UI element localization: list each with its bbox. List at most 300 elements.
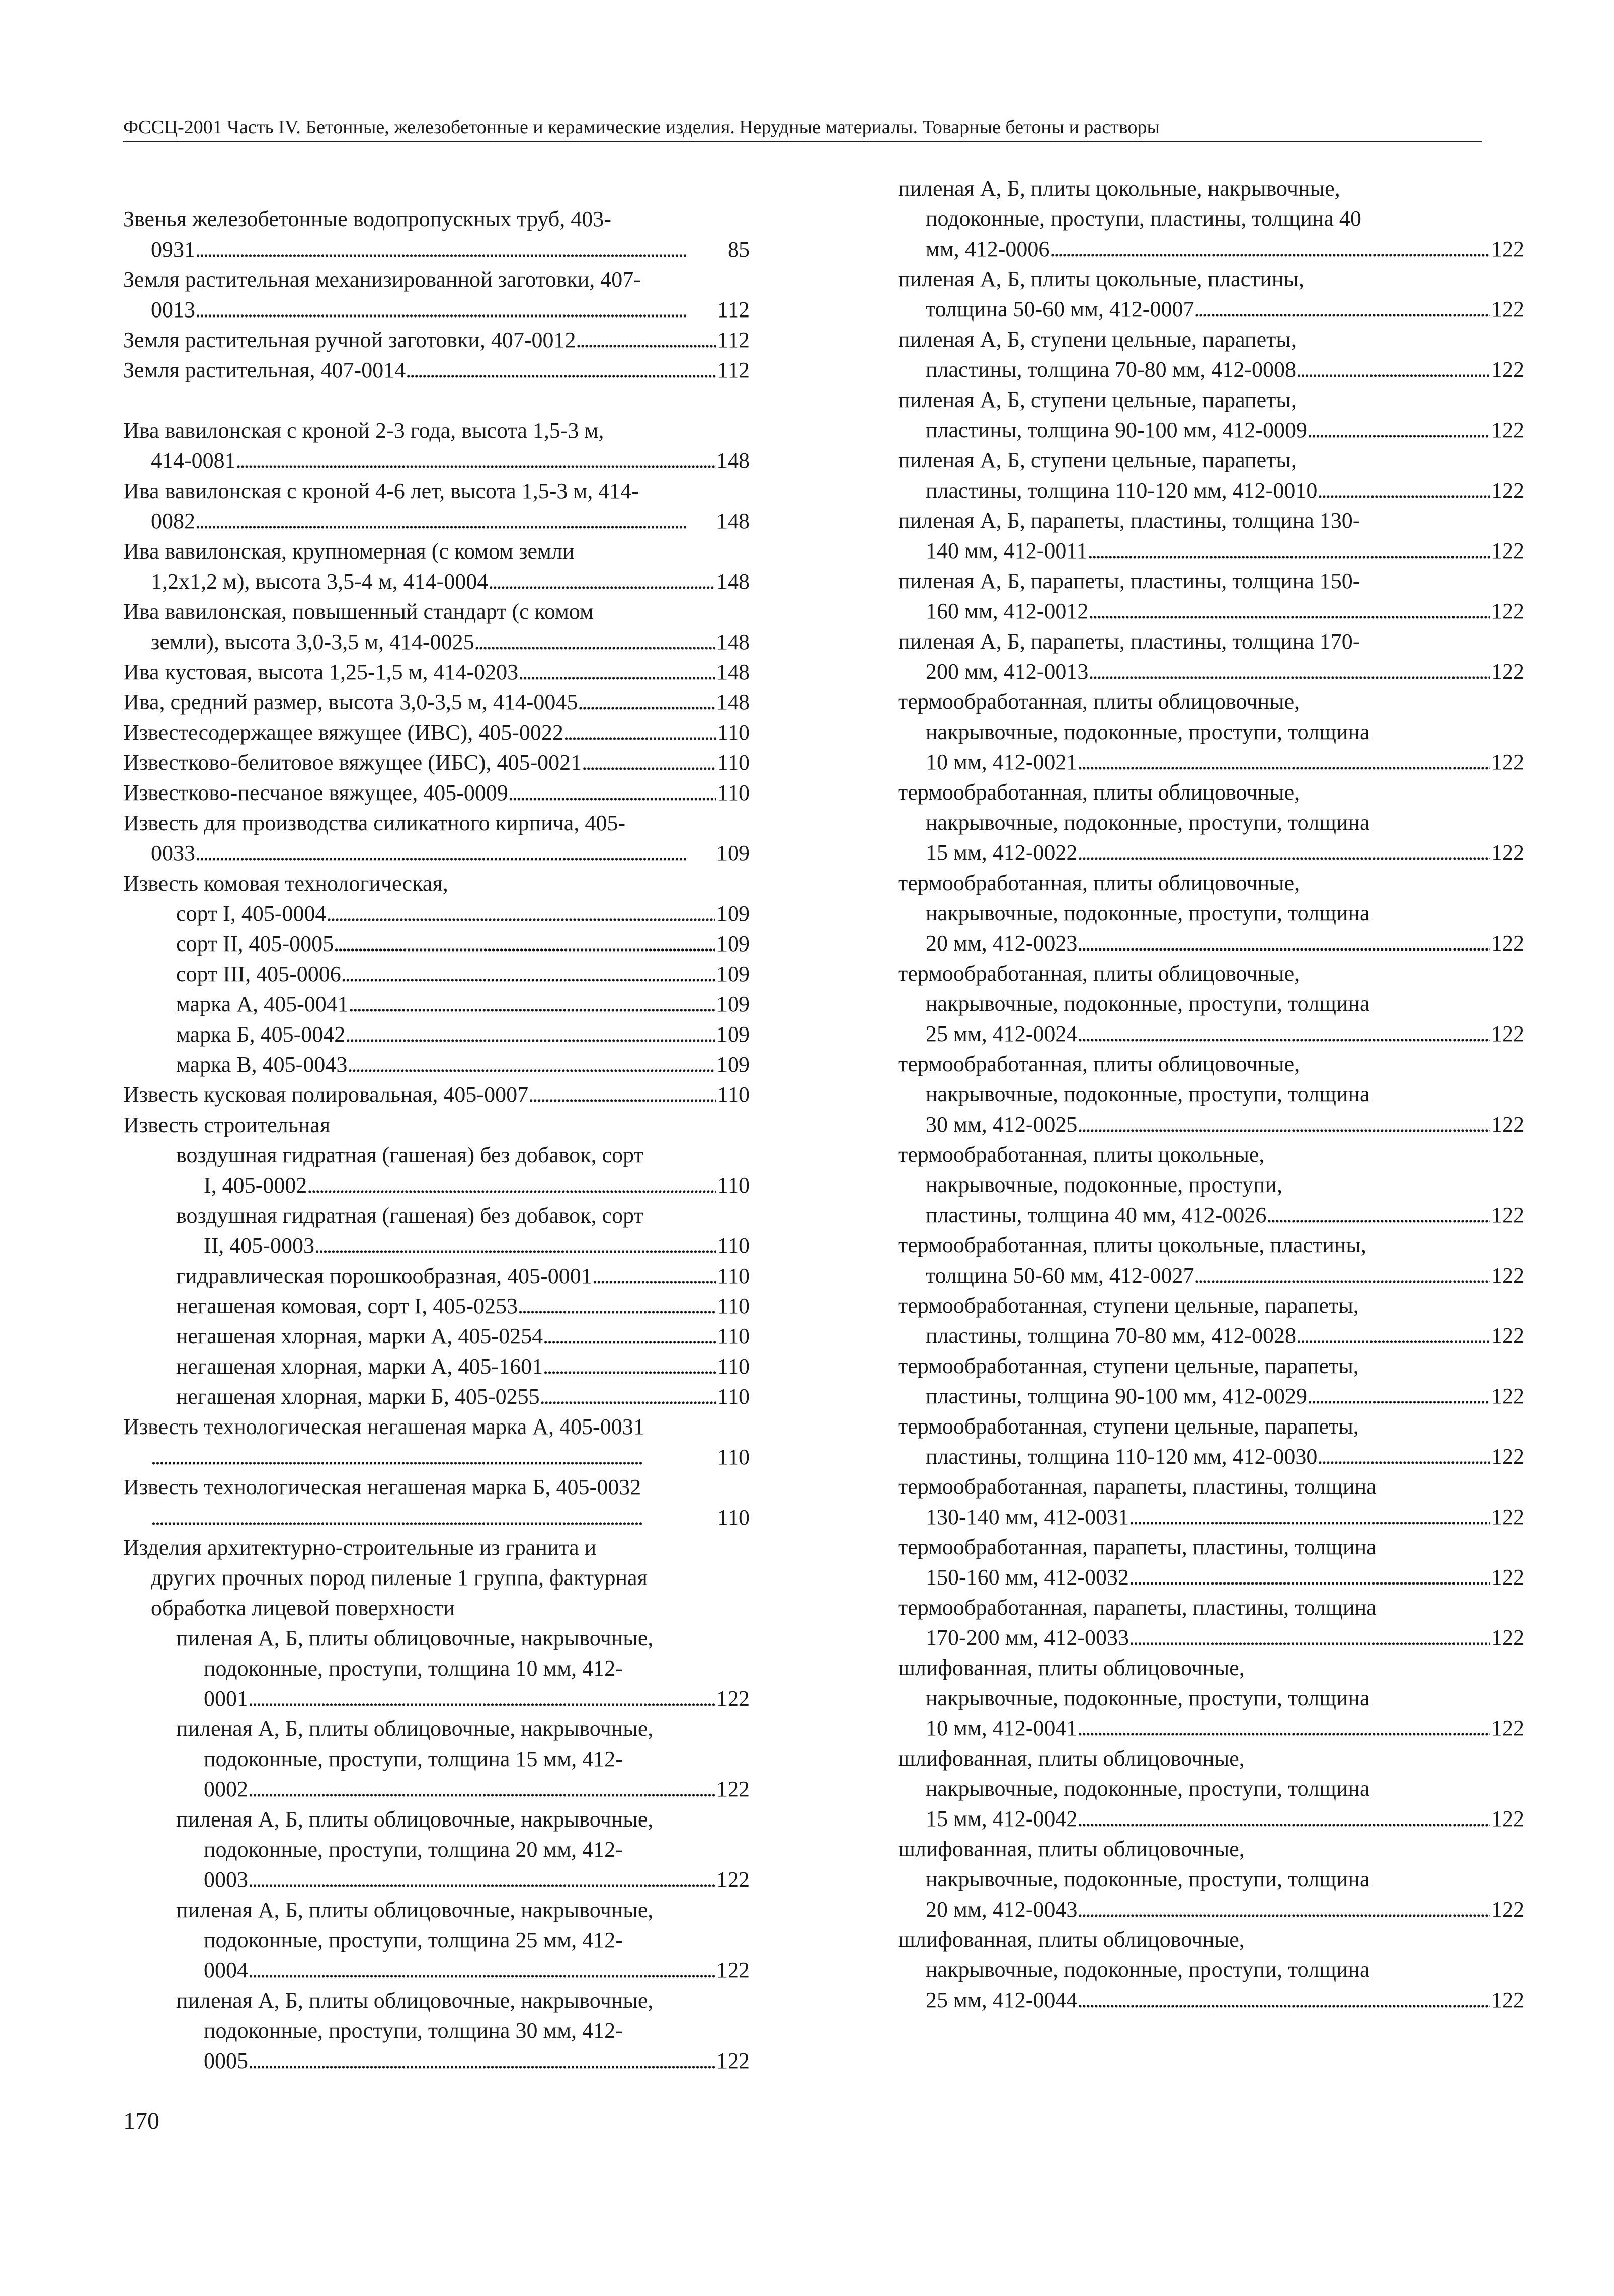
entry-page-number: 109 [716, 901, 750, 926]
entry-text: пиленая А, Б, парапеты, пластины, толщина 170- [898, 629, 1360, 654]
entry-text: 0033 [151, 841, 195, 865]
index-entry [123, 1080, 750, 1110]
entry-text: 130-140 мм, 412-0031 [926, 1505, 1129, 1529]
index-entry [123, 1412, 750, 1472]
entry-page-number: 122 [1491, 1806, 1524, 1831]
entry-page-number: 109 [716, 1022, 750, 1047]
dot-leader [518, 1291, 716, 1321]
dot-leader [1077, 1019, 1490, 1049]
entry-text: Известь технологическая негашеная марка А, 405-0031 [123, 1414, 644, 1439]
entry-text: 0082 [151, 509, 195, 533]
dot-leader [1129, 1502, 1490, 1532]
dot-leader [508, 778, 716, 808]
index-entry [123, 718, 750, 748]
index-entry [898, 626, 1524, 687]
entry-text: Известково-песчаное вяжущее, 405-0009 [123, 780, 508, 805]
entry-text: шлифованная, плиты облицовочные, [898, 1927, 1245, 1952]
entry-page-number: 122 [716, 1958, 750, 1983]
entry-text: 20 мм, 412-0023 [926, 931, 1078, 956]
entry-text: 0931 [151, 237, 195, 262]
entry-text: термообработанная, плиты облицовочные, [898, 689, 1300, 714]
entry-page-number: 148 [716, 448, 750, 473]
dot-leader [334, 929, 715, 959]
index-entry [123, 1019, 750, 1050]
entry-text: гидравлическая порошкообразная, 405-0001 [176, 1263, 592, 1288]
entry-page-number: 122 [1491, 840, 1524, 865]
index-entry [123, 1050, 750, 1080]
entry-text: пиленая А, Б, ступени цельные, парапеты, [898, 327, 1297, 352]
dot-leader [576, 325, 716, 355]
entry-page-number: 110 [717, 1354, 750, 1379]
entry-page-number: 122 [1491, 1203, 1524, 1227]
entry-page-number: 122 [716, 1686, 750, 1711]
entry-text: 1,2x1,2 м), высота 3,5-4 м, 414-0004 [151, 569, 489, 594]
dot-leader [1077, 1110, 1490, 1140]
entry-page-number: 109 [716, 841, 750, 865]
entry-text: пиленая А, Б, плиты цокольные, пластины, [898, 267, 1304, 291]
index-entry [123, 1472, 750, 1533]
index-entry [123, 1291, 750, 1321]
entry-page-number: 122 [1491, 1263, 1524, 1288]
entry-page-number: 148 [716, 690, 750, 715]
dot-leader [314, 1231, 716, 1261]
dot-leader [474, 627, 715, 657]
dot-leader [1307, 1381, 1490, 1411]
entry-page-number: 122 [1491, 931, 1524, 956]
dot-leader [1088, 596, 1490, 626]
index-entry [123, 1321, 750, 1352]
dot-leader [1307, 415, 1490, 445]
entry-text: накрывочные, подоконные, проступи, толщина [926, 991, 1370, 1016]
entry-text: пластины, толщина 110-120 мм, 412-0030 [926, 1444, 1318, 1469]
entry-text: накрывочные, подоконные, проступи, толщина [926, 1776, 1370, 1801]
entry-page-number: 110 [717, 1173, 750, 1198]
dot-leader [1077, 1804, 1490, 1834]
entry-page-number: 122 [1491, 1021, 1524, 1046]
entry-page-number: 109 [716, 931, 750, 956]
entry-text: пиленая А, Б, плиты облицовочные, накрывочные, [176, 1988, 654, 2013]
index-entry [898, 445, 1524, 506]
index-entry [123, 989, 750, 1019]
entry-page-number: 112 [717, 358, 750, 382]
entry-text: 15 мм, 412-0042 [926, 1806, 1078, 1831]
entry-page-number: 122 [716, 2048, 750, 2073]
dot-leader [1077, 928, 1490, 959]
entry-text: Известь для производства силикатного кирпича, 405- [123, 811, 625, 835]
entry-text: II, 405-0003 [204, 1233, 314, 1258]
dot-leader [248, 1955, 715, 1986]
entry-text: негашеная хлорная, марки Б, 405-0255 [176, 1384, 540, 1409]
entry-text: пластины, толщина 90-100 мм, 412-0009 [926, 418, 1307, 442]
index-entry [123, 868, 750, 899]
entry-text: накрывочные, подоконные, проступи, [926, 1172, 1283, 1197]
entry-page-number: 122 [1491, 1444, 1524, 1469]
entry-text: пиленая А, Б, ступени цельные, парапеты, [898, 387, 1297, 412]
index-entry [898, 1140, 1524, 1230]
entry-page-number: 122 [716, 1867, 750, 1892]
entry-text: 30 мм, 412-0025 [926, 1112, 1078, 1137]
index-entry [123, 778, 750, 808]
entry-page-number: 110 [717, 750, 750, 775]
entry-text: подоконные, проступи, толщина 30 мм, 412- [204, 2018, 623, 2043]
dot-leader [1194, 294, 1490, 325]
index-entry [123, 204, 750, 265]
dot-leader [518, 657, 715, 687]
entry-text: марка В, 405-0043 [176, 1052, 348, 1077]
entry-text: пластины, толщина 40 мм, 412-0026 [926, 1203, 1267, 1227]
entry-text: пиленая А, Б, плиты облицовочные, накрывочные, [176, 1716, 654, 1741]
entry-text: Ива кустовая, высота 1,25-1,5 м, 414-0203 [123, 660, 519, 684]
running-header: ФССЦ-2001 Часть IV. Бетонные, железобетонные и керамические изделия. Нерудные материалы. Товарные бетоны и растворы [123, 115, 1482, 142]
entry-page-number: 122 [1491, 1565, 1524, 1590]
entry-text: накрывочные, подоконные, проступи, толщина [926, 1082, 1370, 1106]
entry-page-number: 122 [1491, 1716, 1524, 1740]
index-entry [898, 1532, 1524, 1593]
entry-text: термообработанная, ступени цельные, парапеты, [898, 1293, 1359, 1318]
entry-text: сорт III, 405-0006 [176, 962, 341, 986]
dot-leader [195, 234, 727, 265]
entry-page-number: 110 [717, 1233, 750, 1258]
index-entry [898, 777, 1524, 868]
index-entry [898, 174, 1524, 264]
entry-text: подоконные, проступи, толщина 25 мм, 412- [204, 1928, 623, 1952]
index-entry [898, 1925, 1524, 2015]
entry-page-number: 148 [716, 660, 750, 684]
entry-text: 0004 [204, 1958, 248, 1983]
dot-leader [1077, 1985, 1490, 2015]
entry-text: 140 мм, 412-0011 [926, 538, 1088, 563]
dot-leader [1317, 476, 1490, 506]
entry-text: Земля растительная, 407-0014 [123, 358, 406, 382]
index-entry [898, 1744, 1524, 1834]
entry-page-number: 122 [1491, 1988, 1524, 2012]
dot-leader [406, 355, 716, 385]
entry-text: негашеная комовая, сорт I, 405-0253 [176, 1294, 518, 1318]
entry-text: накрывочные, подоконные, проступи, толщина [926, 1867, 1370, 1891]
dot-leader [1088, 536, 1490, 566]
index-column-right [898, 174, 1524, 2015]
dot-leader [1194, 1260, 1490, 1291]
index-entry [123, 1986, 750, 2076]
entry-text: 10 мм, 412-0041 [926, 1716, 1078, 1740]
entry-text: термообработанная, плиты цокольные, пластины, [898, 1233, 1366, 1257]
entry-text: термообработанная, плиты облицовочные, [898, 961, 1300, 986]
entry-text: сорт II, 405-0005 [176, 931, 334, 956]
entry-text: пластины, толщина 90-100 мм, 412-0029 [926, 1384, 1307, 1408]
entry-text: шлифованная, плиты облицовочные, [898, 1655, 1245, 1680]
entry-text: термообработанная, парапеты, пластины, толщина [898, 1474, 1377, 1499]
dot-leader [1077, 1713, 1490, 1744]
index-entry [898, 1230, 1524, 1291]
dot-leader [1088, 657, 1490, 687]
entry-text: Известково-белитовое вяжущее (ИБС), 405-0021 [123, 750, 582, 775]
dot-leader [195, 838, 715, 868]
index-entry [898, 868, 1524, 959]
entry-text: подоконные, проступи, пластины, толщина 40 [926, 206, 1361, 231]
entry-text: других прочных пород пиленые 1 группа, фактурная [151, 1565, 648, 1590]
entry-text: Известь технологическая негашеная марка Б, 405-0032 [123, 1475, 641, 1499]
dot-leader [248, 1865, 715, 1895]
dot-leader [1077, 838, 1490, 868]
index-entry [123, 1382, 750, 1412]
entry-text: воздушная гидратная (гашеная) без добавок, сорт [176, 1143, 643, 1167]
dot-leader [345, 1019, 715, 1050]
dot-leader [349, 989, 715, 1019]
entry-page-number: 122 [1491, 297, 1524, 322]
entry-text: 15 мм, 412-0022 [926, 840, 1078, 865]
index-entry [123, 1714, 750, 1804]
entry-text: термообработанная, парапеты, пластины, толщина [898, 1535, 1377, 1559]
entry-text: Звенья железобетонные водопропускных труб, 403- [123, 207, 611, 231]
entry-text: накрывочные, подоконные, проступи, толщина [926, 901, 1370, 925]
index-entry [123, 1895, 750, 1986]
index-entry [898, 1593, 1524, 1653]
dot-leader [248, 2046, 715, 2076]
entry-text: 0003 [204, 1867, 248, 1892]
index-entry [123, 265, 750, 325]
entry-page-number: 110 [717, 1324, 750, 1349]
entry-text: 0002 [204, 1777, 248, 1801]
entry-page-number: 122 [1491, 1384, 1524, 1408]
entry-page-number: 122 [716, 1777, 750, 1801]
entry-text: Известесодержащее вяжущее (ИВС), 405-0022 [123, 720, 563, 745]
entry-text: термообработанная, парапеты, пластины, толщина [898, 1595, 1377, 1620]
entry-text: термообработанная, плиты цокольные, [898, 1142, 1265, 1167]
entry-text: пиленая А, Б, плиты облицовочные, накрывочные, [176, 1897, 654, 1922]
index-entry [898, 264, 1524, 325]
entry-page-number: 110 [717, 1082, 750, 1107]
index-entry [123, 597, 750, 657]
dot-leader [592, 1261, 716, 1291]
index-entry [898, 1291, 1524, 1351]
index-entry [898, 1834, 1524, 1925]
index-entry [123, 929, 750, 959]
dot-leader [1296, 1321, 1490, 1351]
index-entry [123, 808, 750, 868]
entry-page-number: 110 [717, 1505, 750, 1530]
index-entry [123, 1623, 750, 1714]
entry-text: накрывочные, подоконные, проступи, толщина [926, 1957, 1370, 1982]
index-entry [123, 1201, 750, 1261]
dot-leader [151, 1442, 716, 1472]
entry-text: термообработанная, плиты облицовочные, [898, 780, 1300, 805]
index-entry [123, 899, 750, 929]
dot-leader [1050, 234, 1490, 264]
index-entry [123, 355, 750, 385]
entry-text: Ива, средний размер, высота 3,0-3,5 м, 414-0045 [123, 690, 578, 715]
entry-text: шлифованная, плиты облицовочные, [898, 1837, 1245, 1861]
entry-text: 0001 [204, 1686, 248, 1711]
index-entry [123, 1352, 750, 1382]
entry-text: I, 405-0002 [204, 1173, 307, 1198]
entry-page-number: 112 [717, 297, 750, 322]
entry-text: Ива вавилонская с кроной 2-3 года, высота 1,5-3 м, [123, 418, 604, 443]
entry-text: Известь кусковая полировальная, 405-0007 [123, 1082, 529, 1107]
dot-leader [1129, 1562, 1490, 1593]
entry-page-number: 109 [716, 1052, 750, 1077]
entry-text: Изделия архитектурно-строительные из гранита и [123, 1535, 597, 1560]
entry-text: накрывочные, подоконные, проступи, толщина [926, 810, 1370, 835]
entry-page-number: 122 [1491, 478, 1524, 503]
entry-page-number: 110 [717, 780, 750, 805]
index-entry [123, 959, 750, 989]
index-entry [123, 1110, 750, 1140]
entry-text: пиленая А, Б, парапеты, пластины, толщина 150- [898, 569, 1360, 593]
index-entry [123, 687, 750, 718]
index-entry [123, 748, 750, 778]
entry-text: накрывочные, подоконные, проступи, толщина [926, 720, 1370, 744]
entry-text: негашеная хлорная, марки А, 405-0254 [176, 1324, 543, 1349]
index-entry [898, 385, 1524, 445]
dot-leader [582, 748, 716, 778]
dot-leader [326, 899, 715, 929]
entry-text: 10 мм, 412-0021 [926, 750, 1078, 774]
entry-page-number: 122 [1491, 750, 1524, 774]
dot-leader [1129, 1623, 1490, 1653]
entry-text: марка А, 405-0041 [176, 992, 349, 1016]
index-entry [123, 536, 750, 597]
dot-leader [563, 718, 716, 748]
entry-page-number: 110 [717, 1384, 750, 1409]
entry-text: 170-200 мм, 412-0033 [926, 1625, 1129, 1650]
entry-text: Известь строительная [123, 1113, 331, 1137]
entry-text: 160 мм, 412-0012 [926, 599, 1089, 623]
entry-text: подоконные, проступи, толщина 20 мм, 412- [204, 1837, 623, 1862]
dot-leader [248, 1774, 715, 1804]
entry-text: Ива вавилонская с кроной 4-6 лет, высота 1,5-3 м, 414- [123, 479, 639, 503]
entry-text: термообработанная, ступени цельные, парапеты, [898, 1414, 1359, 1439]
entry-page-number: 122 [1491, 1897, 1524, 1922]
dot-leader [195, 506, 715, 536]
entry-text: 0005 [204, 2048, 248, 2073]
entry-text: негашеная хлорная, марки А, 405-1601 [176, 1354, 543, 1379]
index-entry [898, 1351, 1524, 1411]
index-entry [123, 416, 750, 476]
index-entry [898, 959, 1524, 1049]
entry-text: марка Б, 405-0042 [176, 1022, 346, 1047]
entry-page-number: 148 [716, 629, 750, 654]
entry-text: пластины, толщина 70-80 мм, 412-0028 [926, 1323, 1296, 1348]
index-entry [123, 1533, 750, 1623]
entry-text: 25 мм, 412-0024 [926, 1021, 1078, 1046]
dot-leader [543, 1321, 716, 1352]
dot-leader [488, 567, 715, 597]
entry-text: Известь комовая технологическая, [123, 871, 448, 896]
index-entry [123, 1261, 750, 1291]
entry-page-number: 112 [717, 328, 750, 352]
entry-page-number: 122 [1491, 1505, 1524, 1529]
entry-text: пиленая А, Б, плиты цокольные, накрывочные, [898, 176, 1340, 201]
index-column-left [123, 204, 750, 2076]
dot-leader [1317, 1442, 1490, 1472]
entry-page-number: 122 [1491, 599, 1524, 623]
entry-text: Земля растительная механизированной заготовки, 407- [123, 267, 641, 292]
dot-leader [341, 959, 715, 989]
index-entry [898, 506, 1524, 566]
entry-page-number: 122 [1491, 1625, 1524, 1650]
entry-text: Земля растительная ручной заготовки, 407-0012 [123, 328, 576, 352]
dot-leader [543, 1352, 716, 1382]
entry-text: сорт I, 405-0004 [176, 901, 327, 926]
entry-page-number: 122 [1491, 538, 1524, 563]
entry-page-number: 109 [716, 962, 750, 986]
dot-leader [1077, 747, 1490, 777]
entry-text: пластины, толщина 70-80 мм, 412-0008 [926, 357, 1296, 382]
index-entry [123, 657, 750, 687]
entry-text: 0013 [151, 297, 195, 322]
entry-page-number: 148 [716, 569, 750, 594]
entry-text: земли), высота 3,0-3,5 м, 414-0025 [151, 629, 474, 654]
entry-text: термообработанная, плиты облицовочные, [898, 870, 1300, 895]
entry-text: термообработанная, ступени цельные, парапеты, [898, 1354, 1359, 1378]
dot-leader [347, 1050, 715, 1080]
dot-leader [578, 687, 715, 718]
index-entry [123, 476, 750, 536]
index-entry [898, 687, 1524, 777]
entry-text: Ива вавилонская, крупномерная (с комом земли [123, 539, 575, 564]
entry-text: воздушная гидратная (гашеная) без добавок, сорт [176, 1203, 643, 1228]
page-number: 170 [123, 2108, 159, 2134]
index-entry [123, 325, 750, 355]
index-entry [898, 325, 1524, 385]
dot-leader [195, 295, 716, 325]
dot-leader [528, 1080, 716, 1110]
entry-text: подоконные, проступи, толщина 10 мм, 412- [204, 1656, 623, 1681]
dot-leader [1077, 1894, 1490, 1925]
dot-leader [307, 1170, 716, 1201]
index-entry [898, 1411, 1524, 1472]
entry-text: Ива вавилонская, повышенный стандарт (с комом [123, 599, 594, 624]
entry-text: подоконные, проступи, толщина 15 мм, 412- [204, 1747, 623, 1771]
entry-text: мм, 412-0006 [926, 236, 1050, 261]
index-entry [898, 1472, 1524, 1532]
index-entry [123, 1140, 750, 1201]
entry-text: пиленая А, Б, ступени цельные, парапеты, [898, 448, 1297, 472]
index-entry [898, 1653, 1524, 1744]
dot-leader [236, 446, 715, 476]
entry-page-number: 122 [1491, 418, 1524, 442]
entry-page-number: 122 [1491, 659, 1524, 684]
entry-page-number: 122 [1491, 236, 1524, 261]
dot-leader [540, 1382, 716, 1412]
entry-page-number: 110 [717, 720, 750, 745]
entry-text: накрывочные, подоконные, проступи, толщина [926, 1686, 1370, 1710]
entry-page-number: 110 [717, 1294, 750, 1318]
dot-leader [1266, 1200, 1490, 1230]
dot-leader [248, 1684, 715, 1714]
index-entry [123, 1804, 750, 1895]
entry-page-number: 110 [717, 1263, 750, 1288]
dot-leader [1296, 355, 1490, 385]
entry-text: пластины, толщина 110-120 мм, 412-0010 [926, 478, 1318, 503]
entry-text: шлифованная, плиты облицовочные, [898, 1746, 1245, 1771]
entry-page-number: 122 [1491, 1323, 1524, 1348]
entry-page-number: 109 [716, 992, 750, 1016]
entry-text: 200 мм, 412-0013 [926, 659, 1089, 684]
entry-text: обработка лицевой поверхности [151, 1596, 455, 1620]
entry-text: толщина 50-60 мм, 412-0007 [926, 297, 1194, 322]
entry-page-number: 110 [717, 1445, 750, 1469]
entry-page-number: 122 [1491, 1112, 1524, 1137]
entry-text: толщина 50-60 мм, 412-0027 [926, 1263, 1194, 1288]
entry-text: 414-0081 [151, 448, 236, 473]
entry-text: 150-160 мм, 412-0032 [926, 1565, 1129, 1590]
entry-page-number: 148 [716, 509, 750, 533]
entry-text: пиленая А, Б, плиты облицовочные, накрывочные, [176, 1626, 654, 1650]
entry-page-number: 122 [1491, 357, 1524, 382]
entry-text: 25 мм, 412-0044 [926, 1988, 1078, 2012]
entry-page-number: 85 [728, 237, 750, 262]
